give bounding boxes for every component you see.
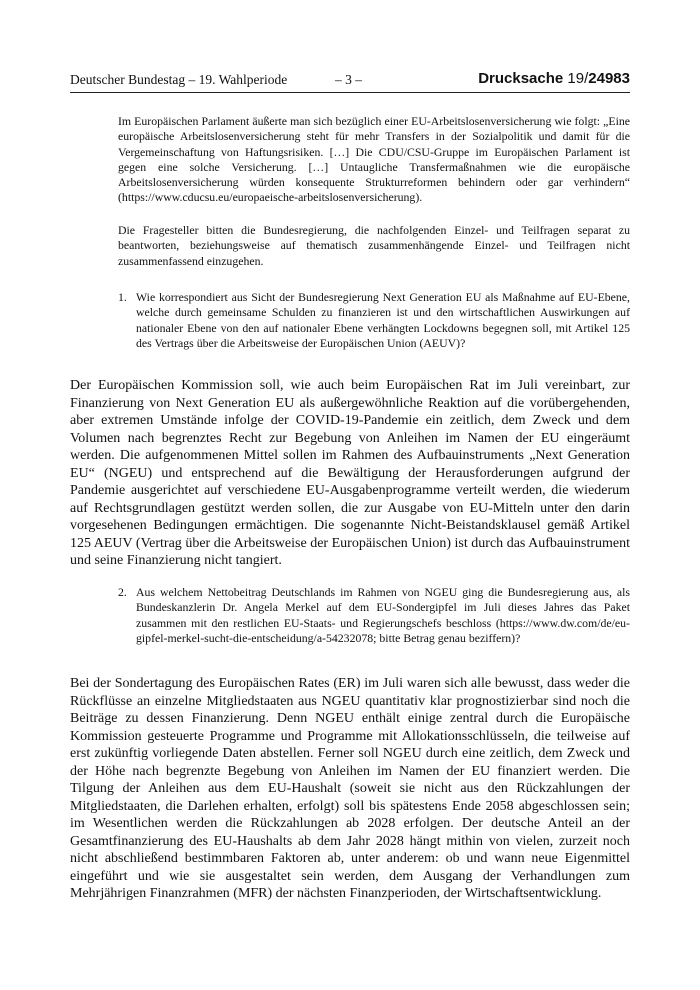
question-text: Aus welchem Nettobeitrag Deutschlands im Rahmen von NGEU ging die Bundesregierung aus, als Bundeskanzlerin Dr. Angela Merkel auf dem EU-Sondergipfel im Juli dieses Jahres das Paket zusammen mit den restlichen EU-Staats- und Regierungschefs beschloss (https://www.dw.com/de/eu-gipfel-merkel-sucht-die-entscheidung/a-54232078; bitte Betrag genau beziffern)?: [136, 585, 630, 645]
page-number: – 3 –: [335, 72, 362, 87]
answer-2: [70, 675, 630, 903]
intro-text-1: Im Europäischen Parlament äußerte man sich bezüglich einer EU-Arbeitslosenversicherung wie folgt: „Eine europäische Arbeitslosenversicherung steht für mehr Transfers in der Sozialpolitik und damit für die Vergemeinschaftung von Haftungsrisiken. […] Die CDU/CSU-Gruppe im Europäischen Parlament ist gegen eine solche Versicherung. […] Untaugliche Transfermaßnahmen wie die europäische Arbeitslosenversicherung würden konsequente Strukturreformen behindern oder gar verhindern“ (https://www.cducsu.eu/europaeische-arbeitslosenversicherung).: [118, 114, 630, 205]
question-number: 2.: [118, 585, 127, 599]
intro-paragraph-1: [118, 114, 630, 206]
doc-label: Drucksache: [478, 70, 564, 87]
document-number: [478, 70, 630, 87]
question-number: 1.: [118, 290, 127, 304]
doc-number: 24983: [588, 70, 630, 87]
answer-text: Der Europäischen Kommission soll, wie auch beim Europäischen Rat im Juli vereinbart, zur Finanzierung von Next Generation EU als außergewöhnliche Reaktion auf die vorübergehenden, aber extremen Umstände infolge der COVID-19-Pandemie ein zeitlich, dem Zweck und dem Volumen nach begrenztes Recht zur Begebung von Anleihen im Namen der EU eingeräumt werden. Die aufgenommenen Mittel sollen im Rahmen des Aufbauinstruments „Next Generation EU“ (NGEU) und entsprechend auf die Bewältigung der Herausforderungen aufgrund der Pandemie ausgerichtet auf verschiedene EU-Ausgabenprogramme verteilt werden, die wiederum auf Rechtsgrundlagen gestützt werden sollen, die zur Ausgabe von EU-Mitteln unter den darin vorgesehenen Bedingungen ermächtigen. Die sogenannte Nicht-Beistandsklausel gemäß Artikel 125 AEUV (Vertrag über die Arbeitsweise der Europäischen Union) ist durch das Aufbauinstrument und seine Finanzierung nicht tangiert.: [70, 378, 630, 568]
intro-text-2: Die Fragesteller bitten die Bundesregierung, die nachfolgenden Einzel- und Teilfragen separat zu beantworten, beziehungsweise auf thematisch zusammenhängende Einzel- und Teilfragen nicht zusammenfassend einzugehen.: [118, 223, 630, 268]
answer-text: Bei der Sondertagung des Europäischen Rates (ER) im Juli waren sich alle bewusst, dass weder die Rückflüsse an einzelne Mitgliedstaaten aus NGEU quantitativ klar prognostizierbar sind noch die Beiträge zu dessen Finanzierung. Denn NGEU enthält einige zentral durch die Europäische Kommission gesteuerte Programme und Programme mit Allokationsschlüsseln, die teilweise auf erst zukünftig vorliegende Daten abstellen. Ferner soll NGEU durch eine zeitlich, dem Zweck und der Höhe nach begrenzte Begebung von Anleihen im Namen der EU finanziert werden. Die Tilgung der Anleihen aus dem EU-Haushalt (soweit sie nicht aus den Rückzahlungen der Mitgliedstaaten, die Darlehen erhalten, erfolgt) soll bis spätestens Ende 2058 abgeschlossen sein; im Wesentlichen werden die Rückzahlungen ab 2028 erfolgen. Der deutsche Anteil an der Gesamtfinanzierung des EU-Haushalts ab dem Jahr 2028 hängt mithin von vielen, zurzeit noch nicht abschließend bestimmbaren Faktoren ab, unter anderem: ob und wann neue Eigenmittel eingeführt und wie sie ausgestaltet sein werden, dem Ausgang der Verhandlungen zum Mehrjährigen Finanzrahmen (MFR) der nächsten Finanzperioden, der Wirtschaftsentwicklung.: [70, 676, 630, 901]
question-text: Wie korrespondiert aus Sicht der Bundesregierung Next Generation EU als Maßnahme auf EU-Ebene, welche durch gemeinsame Schulden zu finanzieren ist und den wirtschaftlichen Auswirkungen auf nationaler Ebene von den auf nationaler Ebene verhängten Lockdowns begegnen soll, mit Artikel 125 des Vertrags über die Arbeitsweise der Europäischen Union (AEUV)?: [136, 290, 630, 350]
header-parliament: Deutscher Bundestag – 19. Wahlperiode: [70, 72, 288, 87]
doc-period: 19/: [567, 70, 589, 87]
answer-1: [70, 377, 630, 570]
question-1: [118, 290, 630, 351]
question-2: [118, 585, 630, 646]
intro-paragraph-2: [118, 223, 630, 269]
page-header: [70, 70, 630, 93]
